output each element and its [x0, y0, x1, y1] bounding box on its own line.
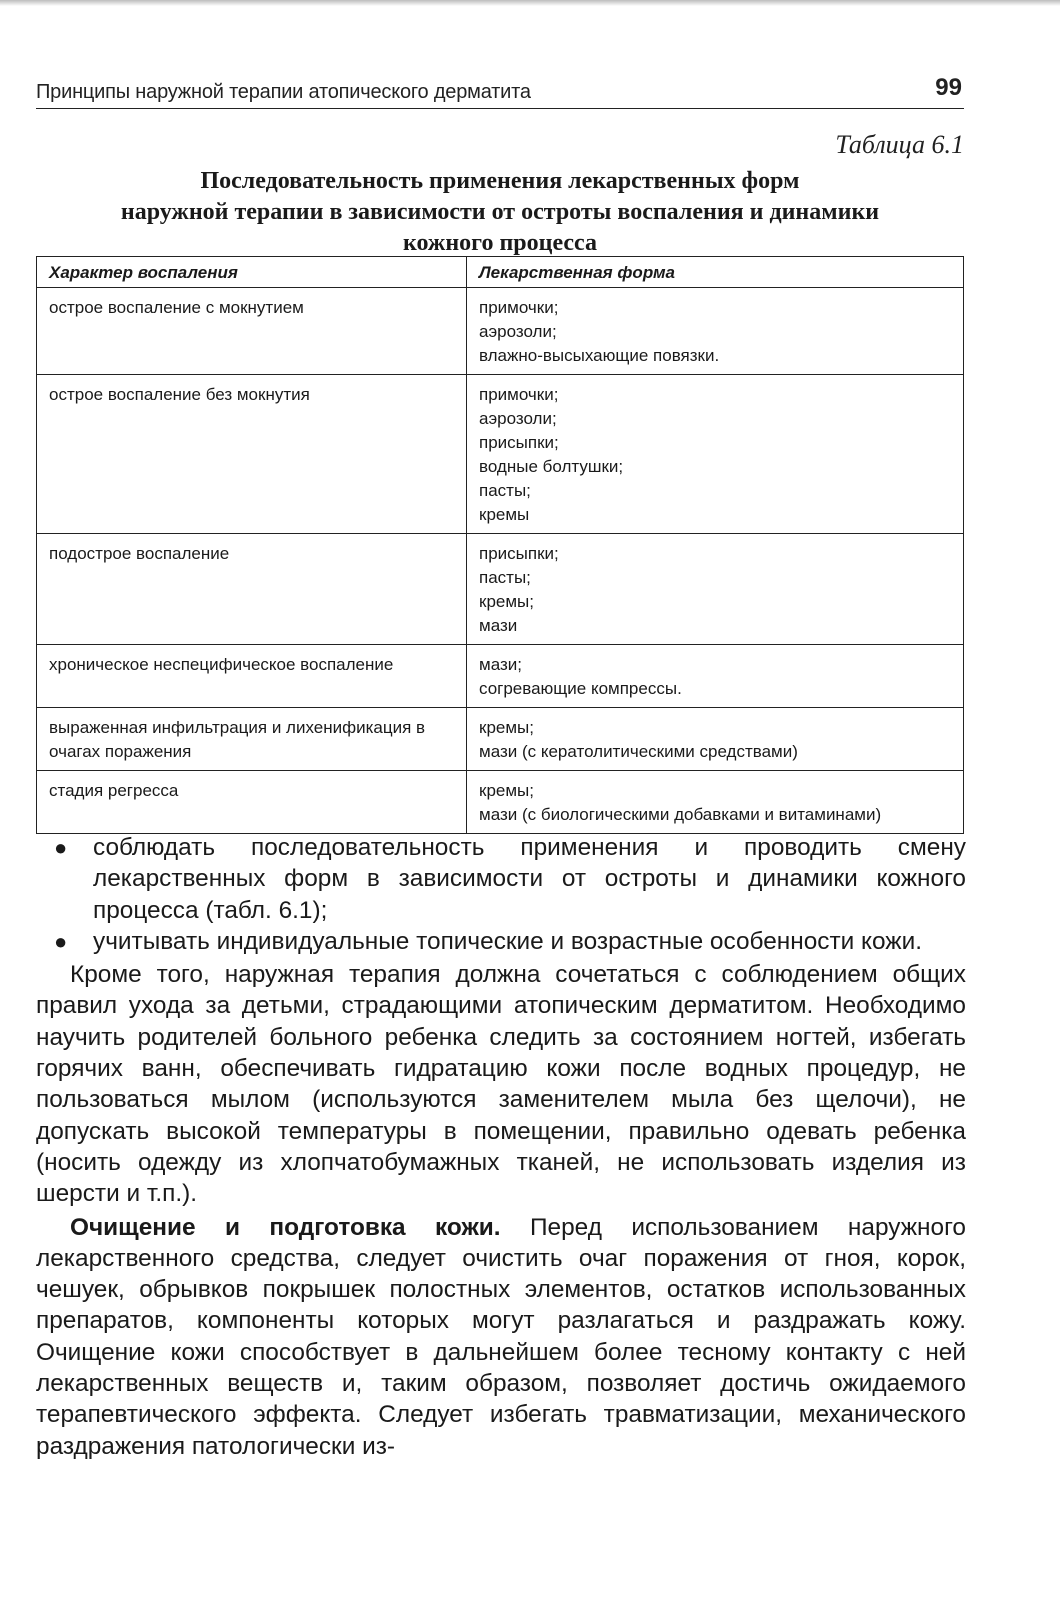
bullet-text: учитывать индивидуальные топические и возрастные особенности кожи.: [93, 927, 923, 955]
form-item: присыпки;: [479, 433, 559, 452]
page-number: 99: [935, 74, 962, 101]
table-row: [37, 534, 964, 645]
cell-forms: [467, 375, 964, 534]
table-row: [37, 771, 964, 834]
cell-character: хроническое неспецифическое воспаление: [37, 645, 467, 708]
form-item: кремы;: [479, 718, 534, 737]
table-header-row: [37, 257, 964, 288]
bullet-text: соблюдать последовательность применения и проводить смену лекарственных форм в зависимости от остроты и динамики кожного процесса (табл. 6.1);: [93, 834, 966, 924]
paragraph: [36, 1212, 966, 1462]
form-item: мази (с биологическими добавками и витаминами): [479, 805, 882, 824]
running-title: Принципы наружной терапии атопического дерматита: [36, 81, 531, 103]
form-item: пасты;: [479, 481, 531, 500]
column-header-character: Характер воспаления: [37, 257, 467, 288]
table-row: [37, 708, 964, 771]
table-label: Таблица 6.1: [835, 130, 964, 159]
body-text: [36, 832, 966, 1462]
table-row: [37, 375, 964, 534]
form-item: примочки;: [479, 385, 559, 404]
form-item: пасты;: [479, 568, 531, 587]
table-title-line: наружной терапии в зависимости от остроты воспаления и динамики: [120, 199, 880, 225]
table-title-line: кожного процесса: [403, 230, 597, 256]
table-title-line: Последовательность применения лекарственных форм: [200, 168, 800, 194]
form-item: согревающие компрессы.: [479, 679, 682, 698]
paragraph-lead-heading: Очищение и подготовка кожи.: [70, 1213, 501, 1241]
running-header: [36, 72, 964, 109]
bullet-item: [36, 832, 966, 926]
form-item: мази;: [479, 655, 522, 674]
cell-forms: [467, 288, 964, 375]
paragraph-text: Перед использованием наружного лекарственного средства, следует очистить очаг поражения от гноя, корок, чешуек, обрывков покрышек полостных элементов, остатков использованных препаратов, компоненты которых могут разлагаться и раздражать кожу. Очищение кожи способствует в дальнейшем более тесному контакту с ней лекарственных веществ и, таким образом, позволяет достичь ожидаемого терапевтического эффекта. Следует избегать травматизации, механического раздражения патологически из-: [36, 1213, 966, 1460]
page-top-edge: [0, 0, 1060, 6]
cell-character: стадия регресса: [37, 771, 467, 834]
cell-forms: [467, 534, 964, 645]
bullet-icon: ●: [54, 928, 68, 954]
form-item: аэрозоли;: [479, 409, 557, 428]
bullet-item: [36, 926, 966, 957]
form-item: примочки;: [479, 298, 559, 317]
bullet-icon: ●: [54, 835, 68, 860]
cell-forms: [467, 708, 964, 771]
form-item: кремы: [479, 505, 530, 524]
form-item: присыпки;: [479, 544, 559, 563]
form-item: мази (с кератолитическими средствами): [479, 742, 798, 761]
table-row: [37, 288, 964, 375]
cell-character: выраженная инфильтрация и лихенификация в очагах поражения: [37, 708, 467, 771]
cell-character: острое воспаление с мокнутием: [37, 288, 467, 375]
form-item: мази: [479, 616, 518, 635]
cell-forms: [467, 645, 964, 708]
form-item: кремы;: [479, 592, 534, 611]
table-row: [37, 645, 964, 708]
cell-character: подострое воспаление: [37, 534, 467, 645]
dosage-forms-table: [36, 256, 964, 834]
paragraph: Кроме того, наружная терапия должна сочетаться с соблюдением общих правил ухода за детьми, страдающими атопическим дерматитом. Необходимо научить родителей больного ребенка следить за состоянием ногтей, избегать горячих ванн, обеспечивать гидратацию кожи после водных процедур, не пользоваться мылом (используются заменителем мыла без щелочи), не допускать высокой температуры в помещении, правильно одевать ребенка (носить одежду из хлопчатобумажных тканей, не использовать изделия из шерсти и т.п.).: [36, 961, 966, 1208]
cell-forms: [467, 771, 964, 834]
form-item: влажно-высыхающие повязки.: [479, 346, 720, 365]
cell-character: острое воспаление без мокнутия: [37, 375, 467, 534]
form-item: кремы;: [479, 781, 534, 800]
form-item: аэрозоли;: [479, 322, 557, 341]
table-title: [40, 166, 960, 259]
form-item: водные болтушки;: [479, 457, 624, 476]
column-header-form: Лекарственная форма: [467, 257, 964, 288]
